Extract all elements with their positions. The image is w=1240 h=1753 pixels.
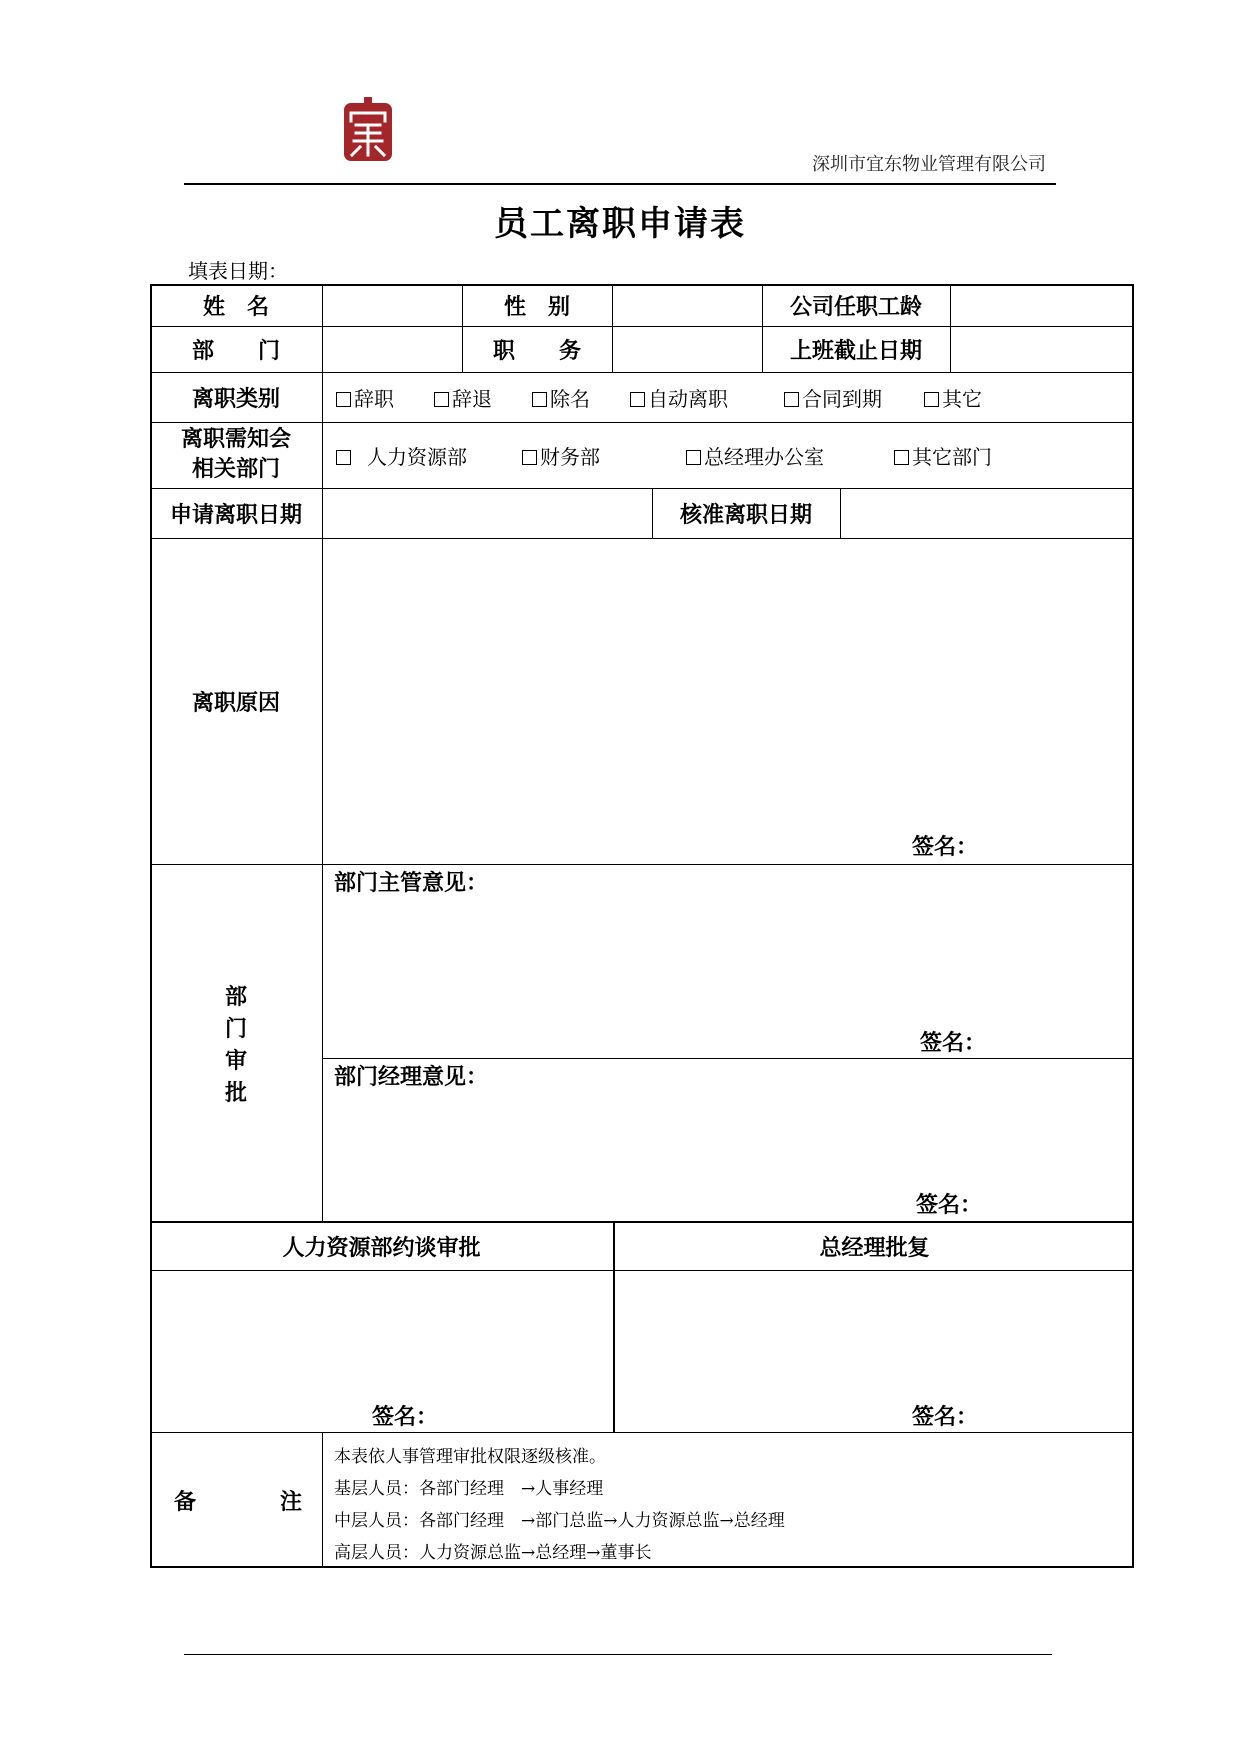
reason-label: 离职原因 (191, 690, 280, 716)
type-option-contract-end[interactable]: 合同到期 (784, 383, 882, 412)
gender-label: 性 别 (503, 294, 570, 320)
tenure-field[interactable] (950, 284, 1134, 326)
manager-opinion-label: 部门经理意见： (334, 1065, 489, 1090)
checkbox-icon (336, 450, 351, 465)
position-field[interactable] (612, 326, 762, 372)
notify-option-other[interactable]: 其它部门 (894, 441, 992, 470)
company-logo-seal-icon (342, 97, 394, 163)
manager-opinion-field[interactable] (322, 1094, 1134, 1194)
type-option-expelled[interactable]: 除名 (532, 383, 590, 412)
approved-date-field[interactable] (840, 488, 1134, 538)
type-option-resign[interactable]: 辞职 (336, 383, 394, 412)
checkbox-icon (336, 392, 351, 407)
company-name: 深圳市宜东物业管理有限公司 (812, 154, 1046, 175)
header-divider (184, 183, 1056, 185)
notify-departments-options (322, 422, 1134, 488)
name-field[interactable] (322, 284, 462, 326)
form-title: 员工离职申请表 (494, 204, 746, 244)
apply-date-field[interactable] (322, 488, 652, 538)
hr-interview-label: 人力资源部约谈审批 (282, 1235, 481, 1261)
remarks-text: 本表依人事管理审批权限逐级核准。 基层人员：各部门经理 →人事经理 中层人员：各部门经理 →部门总监→人力资源总监→总经理 高层人员：人力资源总监→总经理→董事长 (334, 1447, 785, 1563)
gender-field[interactable] (612, 284, 762, 326)
gm-reply-field[interactable] (615, 1271, 1134, 1391)
checkbox-icon (522, 450, 537, 465)
department-approval-label: 部 门 审 批 (224, 985, 247, 1106)
checkbox-icon (924, 392, 939, 407)
row-divider (322, 1058, 1134, 1059)
checkbox-icon (686, 450, 701, 465)
supervisor-opinion-label: 部门主管意见： (334, 871, 489, 896)
resignation-type-label: 离职类别 (191, 386, 280, 412)
department-label: 部 门 (191, 338, 280, 364)
remarks-label-right: 注 (279, 1489, 302, 1515)
type-option-other[interactable]: 其它 (924, 383, 982, 412)
checkbox-icon (784, 392, 799, 407)
row-divider (150, 864, 1134, 865)
gm-reply-label: 总经理批复 (819, 1235, 930, 1261)
checkbox-icon (434, 392, 449, 407)
hr-signature-label: 签名： (372, 1405, 439, 1430)
checkbox-icon (532, 392, 547, 407)
hr-interview-field[interactable] (150, 1271, 613, 1391)
position-label: 职 务 (492, 338, 581, 364)
last-day-label: 上班截止日期 (789, 338, 922, 364)
checkbox-icon (630, 392, 645, 407)
type-option-self-leave[interactable]: 自动离职 (630, 383, 728, 412)
fill-date-label: 填表日期： (188, 259, 288, 283)
supervisor-signature-label: 签名： (920, 1031, 987, 1056)
tenure-label: 公司任职工龄 (789, 294, 922, 320)
department-field[interactable] (322, 326, 462, 372)
footer-divider (184, 1654, 1052, 1655)
reason-signature-label: 签名： (912, 835, 979, 860)
reason-field[interactable] (322, 538, 1134, 864)
last-day-field[interactable] (950, 326, 1134, 372)
apply-date-label: 申请离职日期 (169, 502, 302, 528)
checkbox-icon (894, 450, 909, 465)
supervisor-opinion-field[interactable] (322, 900, 1134, 1020)
notify-option-hr[interactable]: 人力资源部 (336, 441, 467, 470)
notify-departments-label: 离职需知会 相关部门 (180, 427, 291, 482)
type-option-dismissed[interactable]: 辞退 (434, 383, 492, 412)
gm-signature-label: 签名： (912, 1405, 979, 1430)
approved-date-label: 核准离职日期 (679, 502, 812, 528)
name-label: 姓 名 (202, 294, 269, 320)
column-divider (322, 1432, 323, 1568)
manager-signature-label: 签名： (916, 1193, 983, 1218)
notify-option-gm-office[interactable]: 总经理办公室 (686, 441, 824, 470)
notify-option-finance[interactable]: 财务部 (522, 441, 600, 470)
resignation-type-options (322, 372, 1134, 422)
remarks-label-left: 备 (173, 1489, 196, 1515)
